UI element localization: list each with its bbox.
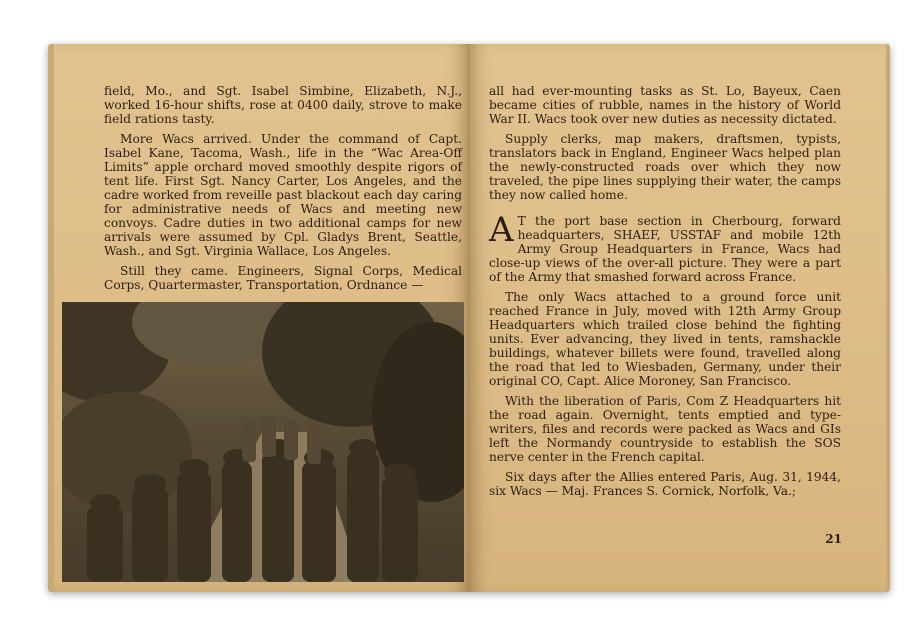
paragraph: Supply clerks, map makers, draftsmen, typists, translators back in England, Engineer Wacs helped plan the newly-constructed roads over which they now traveled, the pipe lines supplying their water, the camps they now called home. [489, 132, 841, 202]
paragraph: field, Mo., and Sgt. Isabel Simbine, Elizabeth, N.J., worked 16-hour shifts, rose at 0400 daily, strove to make field rations tasty. [104, 84, 462, 126]
photo-illustration [62, 302, 464, 582]
left-page-text [104, 84, 462, 298]
paragraph: The only Wacs attached to a ground force unit reached France in July, moved with 12th Army Group Headquarters which trailed close behind the fighting units. Ever advancing, they lived in tents, ramshackle buildings, whatever billets were found, travelled along the road that led to Wiesbaden, Germany, under their original CO, Capt. Alice Moroney, San Francisco. [489, 290, 841, 388]
section-opening-text: T the port base section in Cherbourg, forward headquarters, SHAEF, USSTAF and mobile 12th Army Group Headquarters in France, Wacs had close-up views of the over-all picture. They were a part of the Army that smashed forward across France. [489, 214, 841, 284]
page-number: 21 [825, 532, 842, 546]
paragraph: Six days after the Allies entered Paris, Aug. 31, 1944, six Wacs — Maj. Frances S. Cornick, Norfolk, Va.; [489, 470, 841, 498]
paragraph: With the liberation of Paris, Com Z Headquarters hit the road again. Overnight, tents emptied and type-writers, files and records were packed as Wacs and GIs left the Normandy countryside to establish the SOS nerve center in the French capital. [489, 394, 841, 464]
open-booklet [48, 44, 890, 592]
wac-column-photo [62, 302, 464, 582]
drop-cap: A [489, 210, 514, 250]
paragraph: all had ever-mounting tasks as St. Lo, Bayeux, Caen became cities of rubble, names in the history of World War II. Wacs took over new duties as necessity dictated. [489, 84, 841, 126]
left-page [54, 44, 469, 592]
right-page-text [489, 84, 841, 504]
right-page [469, 44, 886, 592]
paragraph: More Wacs arrived. Under the command of Capt. Isabel Kane, Tacoma, Wash., life in the “Wac Area-Off Limits” apple orchard moved smoothly despite rigors of tent life. First Sgt. Nancy Carter, Los Angeles, and the cadre worked from reveille past blackout each day caring for administrative needs of Wacs and meeting new convoys. Cadre duties in two additional camps for new arrivals were assumed by Cpl. Gladys Brent, Seattle, Wash., and Sgt. Virginia Wallace, Los Angeles. [104, 132, 462, 258]
section-opening-paragraph [489, 210, 841, 284]
paragraph: Still they came. Engineers, Signal Corps, Medical Corps, Quartermaster, Transportation, Ordnance — [104, 264, 462, 292]
